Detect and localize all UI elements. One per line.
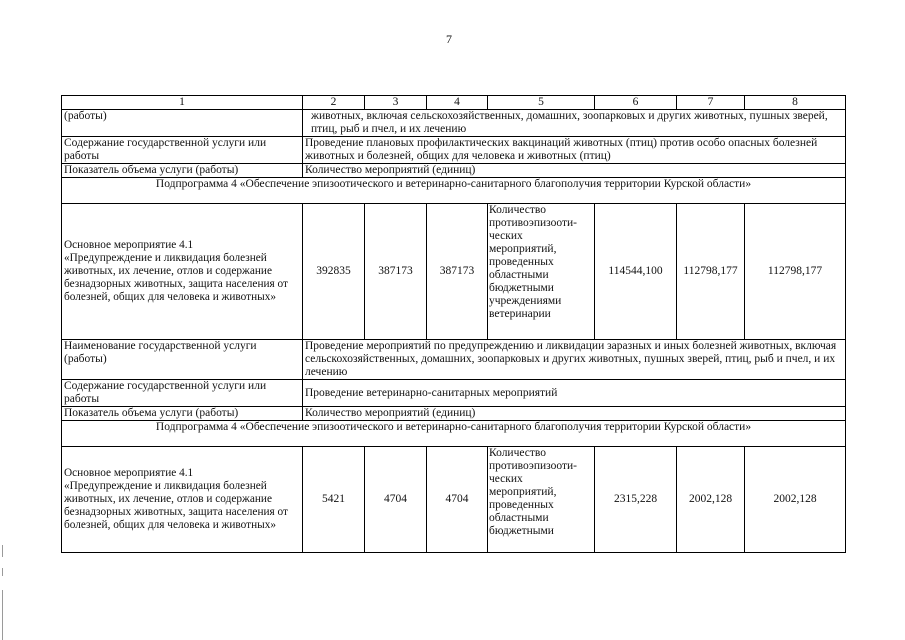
column-number: 8 <box>745 96 846 110</box>
table-row <box>62 164 846 178</box>
column-number: 6 <box>595 96 677 110</box>
table-row <box>62 137 846 164</box>
activity-row <box>62 204 846 340</box>
row-label: Показатель объема услуги (работы) <box>62 407 303 421</box>
row-label: Содержание государственной услуги или работы <box>62 137 303 164</box>
value-cell: 4704 <box>427 447 488 553</box>
value-cell: 4704 <box>365 447 427 553</box>
row-value: Количество мероприятий (единиц) <box>303 407 846 421</box>
value-cell: 114544,100 <box>595 204 677 340</box>
value-cell: 5421 <box>303 447 365 553</box>
page-number: 7 <box>446 32 452 46</box>
table-row <box>62 340 846 380</box>
column-number: 2 <box>303 96 365 110</box>
column-number: 7 <box>677 96 745 110</box>
row-value: Проведение плановых профилактических вакцинаций животных (птиц) против особо опасных болезней животных и болезней, общих для человека и животных (птиц) <box>303 137 846 164</box>
row-label: Наименование государственной услуги (работы) <box>62 340 303 380</box>
column-number: 3 <box>365 96 427 110</box>
value-cell: 392835 <box>303 204 365 340</box>
row-value: Проведение мероприятий по предупреждению и ликвидации заразных и иных болезней животных, включая сельскохозяйственных, домашних, зоопарковых и других животных, пушных зверей, птиц, рыб и пчел, и их лечению <box>303 340 846 380</box>
value-cell: 2315,228 <box>595 447 677 553</box>
measure-cell: Количество противоэпизооти- ческих мероприятий, проведенных областными бюджетными <box>488 447 595 553</box>
value-cell: 387173 <box>365 204 427 340</box>
subprogram-row <box>62 421 846 447</box>
row-label: (работы) <box>62 110 303 137</box>
table-row <box>62 407 846 421</box>
value-cell: 2002,128 <box>677 447 745 553</box>
margin-mark <box>2 568 3 576</box>
state-assignment-table <box>61 95 846 553</box>
table-row <box>62 110 846 137</box>
column-number: 1 <box>62 96 303 110</box>
row-label: Содержание государственной услуги или работы <box>62 380 303 407</box>
subprogram-row <box>62 178 846 204</box>
row-value: Проведение ветеринарно-санитарных мероприятий <box>303 380 846 407</box>
activity-row <box>62 447 846 553</box>
column-number: 4 <box>427 96 488 110</box>
measure-cell: Количество противоэпизооти- ческих мероприятий, проведенных областными бюджетными учреждениями ветеринарии <box>488 204 595 340</box>
subprogram-title: Подпрограмма 4 «Обеспечение эпизоотического и ветеринарно-санитарного благополучия территории Курской области» <box>62 421 846 447</box>
subprogram-title: Подпрограмма 4 «Обеспечение эпизоотического и ветеринарно-санитарного благополучия территории Курской области» <box>62 178 846 204</box>
column-number-row <box>62 96 846 110</box>
row-value: Количество мероприятий (единиц) <box>303 164 846 178</box>
table-row <box>62 380 846 407</box>
row-label: Показатель объема услуги (работы) <box>62 164 303 178</box>
value-cell: 387173 <box>427 204 488 340</box>
row-value: животных, включая сельскохозяйственных, домашних, зоопарковых и других животных, пушных зверей, птиц, рыб и пчел, и их лечению <box>303 110 846 137</box>
margin-mark <box>2 590 3 640</box>
activity-description: Основное мероприятие 4.1 «Предупреждение и ликвидация болезней животных, их лечение, отлов и содержание безнадзорных животных, защита населения от болезней, общих для человека и животных» <box>62 447 303 553</box>
activity-description: Основное мероприятие 4.1 «Предупреждение и ликвидация болезней животных, их лечение, отлов и содержание безнадзорных животных, защита населения от болезней, общих для человека и животных» <box>62 204 303 340</box>
value-cell: 2002,128 <box>745 447 846 553</box>
value-cell: 112798,177 <box>677 204 745 340</box>
column-number: 5 <box>488 96 595 110</box>
value-cell: 112798,177 <box>745 204 846 340</box>
margin-mark <box>2 545 3 557</box>
